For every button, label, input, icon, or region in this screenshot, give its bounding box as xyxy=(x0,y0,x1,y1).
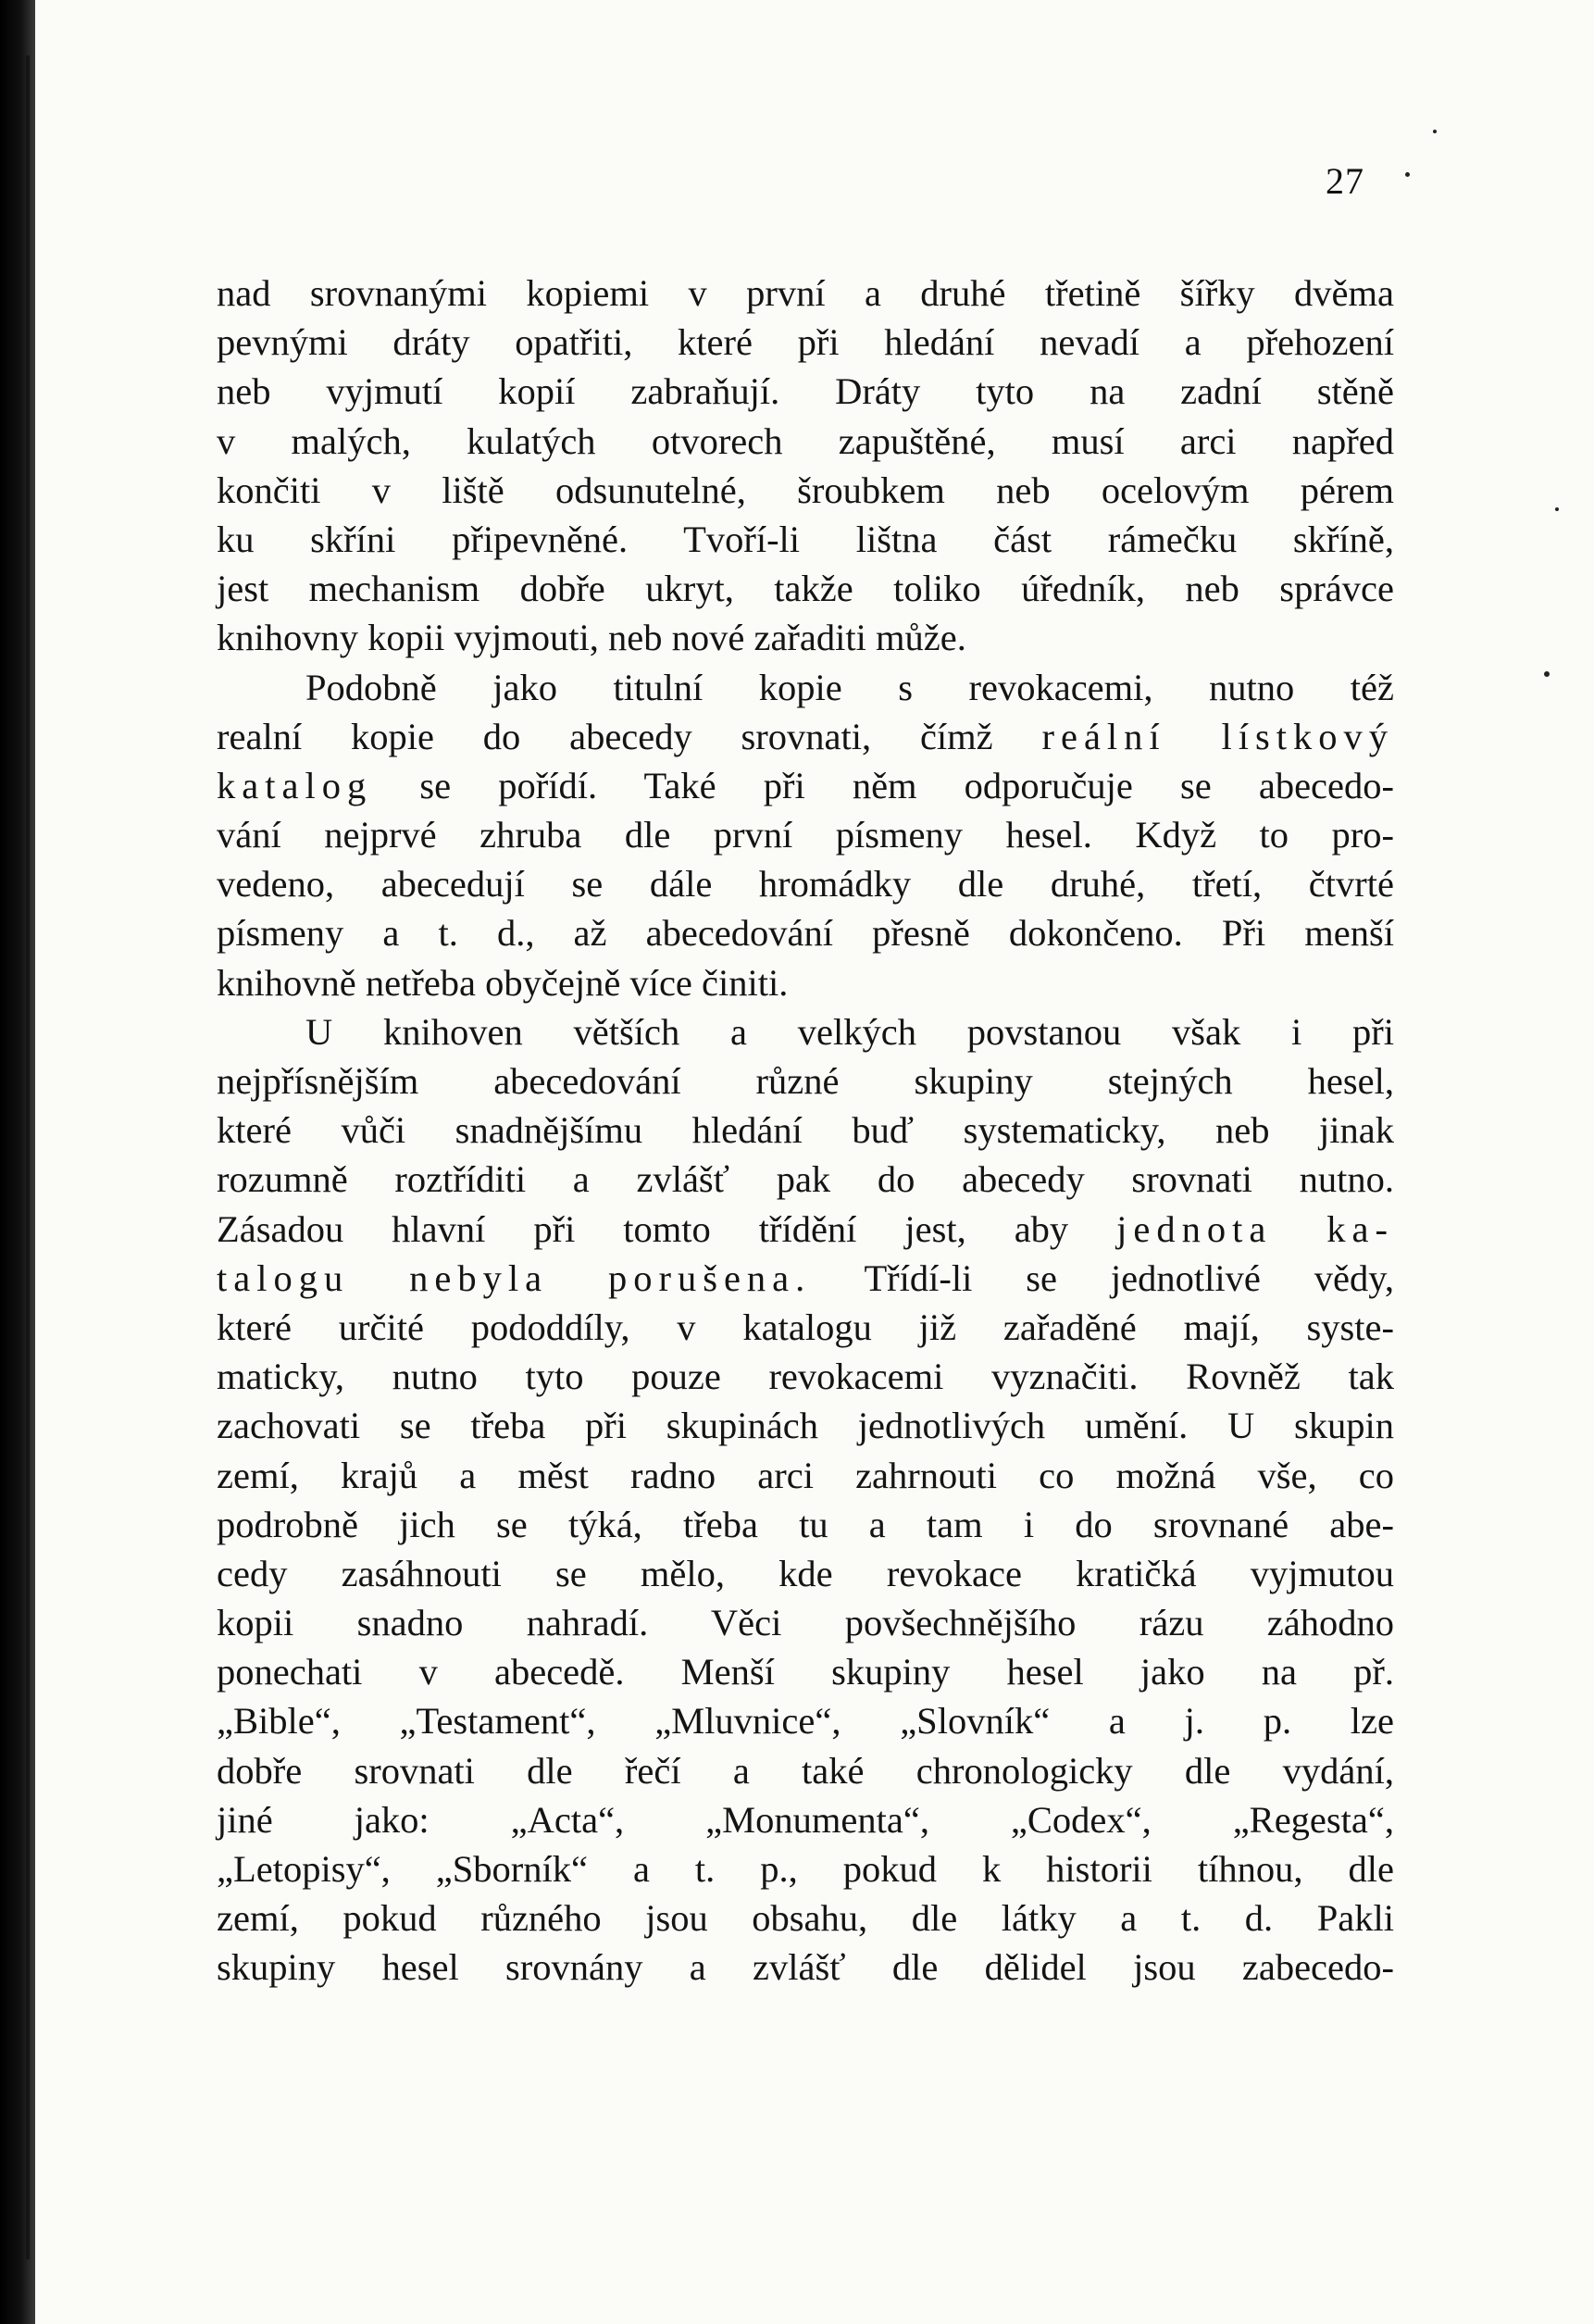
text-line: maticky, nutno tyto pouze revokacemi vyznačiti. Rovněž tak xyxy=(217,1356,1394,1398)
text-line: které vůči snadnějšímu hledání buď systematicky, neb jinak xyxy=(217,1109,1394,1152)
binding-edge-line xyxy=(26,56,30,2259)
text-line: U knihoven větších a velkých povstanou však i při xyxy=(305,1010,1394,1053)
text-line: zemí, krajů a měst radno arci zahrnouti co možná vše, co xyxy=(217,1454,1394,1496)
scan-speck xyxy=(1433,130,1437,133)
text-line xyxy=(217,1254,1394,1303)
text-line xyxy=(217,712,1394,761)
text-line: ponechati v abecedě. Menší skupiny hesel jako na př. xyxy=(217,1651,1394,1693)
scan-speck xyxy=(1405,172,1410,177)
scan-left-shadow xyxy=(0,0,35,2324)
text-line: kopii snadno nahradí. Věci povšechnějšího rázu záhodno xyxy=(217,1602,1394,1644)
emphasis-realni-listkovy: reální lístkový xyxy=(1041,715,1395,757)
text-fragment: realní kopie do abecedy srovnati, čímž xyxy=(217,715,993,757)
text-fragment: Třídí-li se jednotlivé vědy, xyxy=(864,1256,1394,1299)
text-line: které určité pododdíly, v katalogu již zařaděné mají, syste- xyxy=(217,1306,1394,1348)
emphasis-katalogu-nebyla-porusena: talogu nebyla porušena. xyxy=(217,1256,812,1299)
book-page xyxy=(35,0,1594,2324)
text-line xyxy=(217,761,1394,810)
text-line: nejpřísnějším abecedování různé skupiny stejných hesel, xyxy=(217,1060,1394,1102)
text-line: dobře srovnati dle řečí a také chronologicky dle vydání, xyxy=(217,1749,1394,1792)
text-fragment: se pořídí. Také při něm odporučuje se abecedo- xyxy=(419,764,1394,806)
page-number: 27 xyxy=(1326,160,1364,202)
text-line: jiné jako: „Acta“, „Monumenta“, „Codex“, „Regesta“, xyxy=(217,1798,1394,1841)
text-line: Podobně jako titulní kopie s revokacemi, nutno též xyxy=(305,666,1394,708)
text-line: knihovně netřeba obyčejně více činiti. xyxy=(217,961,789,1004)
scan-speck xyxy=(1544,671,1550,677)
text-line: „Bible“, „Testament“, „Mluvnice“, „Slovník“ a j. p. lze xyxy=(217,1700,1394,1743)
text-line: nad srovnanými kopiemi v první a druhé třetině šířky dvěma xyxy=(217,272,1394,314)
text-line: ku skříni připevněné. Tvoří-li lištna část rámečku skříně, xyxy=(217,518,1394,560)
text-line xyxy=(217,1205,1394,1254)
text-line: podrobně jich se týká, třeba tu a tam i do srovnané abe- xyxy=(217,1503,1394,1545)
text-line: knihovny kopii vyjmouti, neb nové zařaditi může. xyxy=(217,617,966,659)
text-line: „Letopisy“, „Sborník“ a t. p., pokud k historii tíhnou, dle xyxy=(217,1848,1394,1890)
emphasis-katalog: katalog xyxy=(217,764,373,806)
text-line: jest mechanism dobře ukryt, takže toliko úředník, neb správce xyxy=(217,568,1394,610)
emphasis-jednota-katalogu: jednota ka- xyxy=(1116,1207,1395,1250)
text-fragment: Zásadou hlavní při tomto třídění jest, aby xyxy=(217,1207,1069,1250)
text-line: pevnými dráty opatřiti, které při hledání nevadí a přehození xyxy=(217,321,1394,364)
text-line: neb vyjmutí kopií zabraňují. Dráty tyto na zadní stěně xyxy=(217,370,1394,413)
scan-speck xyxy=(1555,507,1559,511)
body-text xyxy=(217,269,1394,1993)
text-line: skupiny hesel srovnány a zvlášť dle dělidel jsou zabecedo- xyxy=(217,1946,1394,1989)
text-line: zachovati se třeba při skupinách jednotlivých umění. U skupin xyxy=(217,1405,1394,1447)
text-line: v malých, kulatých otvorech zapuštěné, musí arci napřed xyxy=(217,419,1394,462)
text-line: vání nejprvé zhruba dle první písmeny hesel. Když to pro- xyxy=(217,814,1394,856)
text-line: písmeny a t. d., až abecedování přesně dokončeno. Při menší xyxy=(217,912,1394,955)
text-line: končiti v liště odsunutelné, šroubkem neb ocelovým pérem xyxy=(217,469,1394,511)
text-line: zemí, pokud různého jsou obsahu, dle látky a t. d. Pakli xyxy=(217,1897,1394,1940)
text-line: cedy zasáhnouti se mělo, kde revokace kratičká vyjmutou xyxy=(217,1552,1394,1594)
text-line: rozumně roztříditi a zvlášť pak do abecedy srovnati nutno. xyxy=(217,1158,1394,1201)
text-line: vedeno, abecedují se dále hromádky dle druhé, třetí, čtvrté xyxy=(217,863,1394,906)
